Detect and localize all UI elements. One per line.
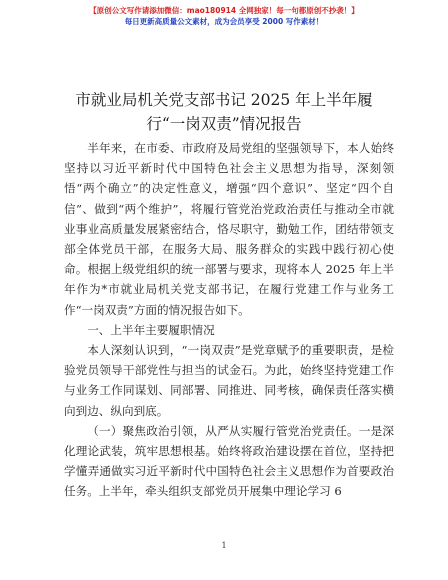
paragraph-section-1: 本人深刻认识到，“一岗双责”是党章赋予的重要职责，是检验党员领导干部党性与担当的试金石。为此，始终坚持党建工作与业务工作同谋划、同部署、同推进、同考核，确保责任落实横向到边、纵向到底。 [64,343,394,418]
promo-banner [0,5,448,27]
title-line-2: 行“一岗双责”情况报告 [146,115,302,133]
document-body [64,138,394,502]
paragraph-subsection-1: （一）聚焦政治引领，从严从实履行管党治党责任。一是深化理论武装，筑牢思想根基。始终将政治建设摆在首位，坚持把学懂弄通做实习近平新时代中国特色社会主义思想作为首要政治任务。上半年，牵头组织支部党员开展集中理论学习 6 [64,423,394,499]
paragraph-intro: 半年来，在市委、市政府及局党组的坚强领导下，本人始终坚持以习近平新时代中国特色社会主义思想为指导，深刻领悟“两个确立”的决定性意义，增强“四个意识”、坚定“四个自信”、做到“两个维护”，将履行管党治党政治责任与推动全市就业事业高质量发展紧密结合，恪尽职守，勤勉工作，团结带领支部全体党员干部，在服务大局、服务群众的实践中践行初心使命。根据上级党组织的统一部署与要求，现将本人 2025 年上半年作为*市就业局机关党支部书记，在履行党建工作与业务工作“一岗双责”方面的情况报告如下。 [64,141,394,317]
promo-line-blue: 每日更新高质量公文素材，成为会员享受 2000 写作素材！ [124,17,324,26]
title-line-1: 市就业局机关党支部书记 2025 年上半年履 [75,91,373,109]
document-title [0,88,448,136]
promo-line-red: 【原创公文写作请添加微信：mao180914 全网独家！每一句都原创不抄袭！】 [89,6,359,15]
page-number: 1 [221,541,227,550]
section-heading-1: 一、上半年主要履职情况 [87,322,215,337]
